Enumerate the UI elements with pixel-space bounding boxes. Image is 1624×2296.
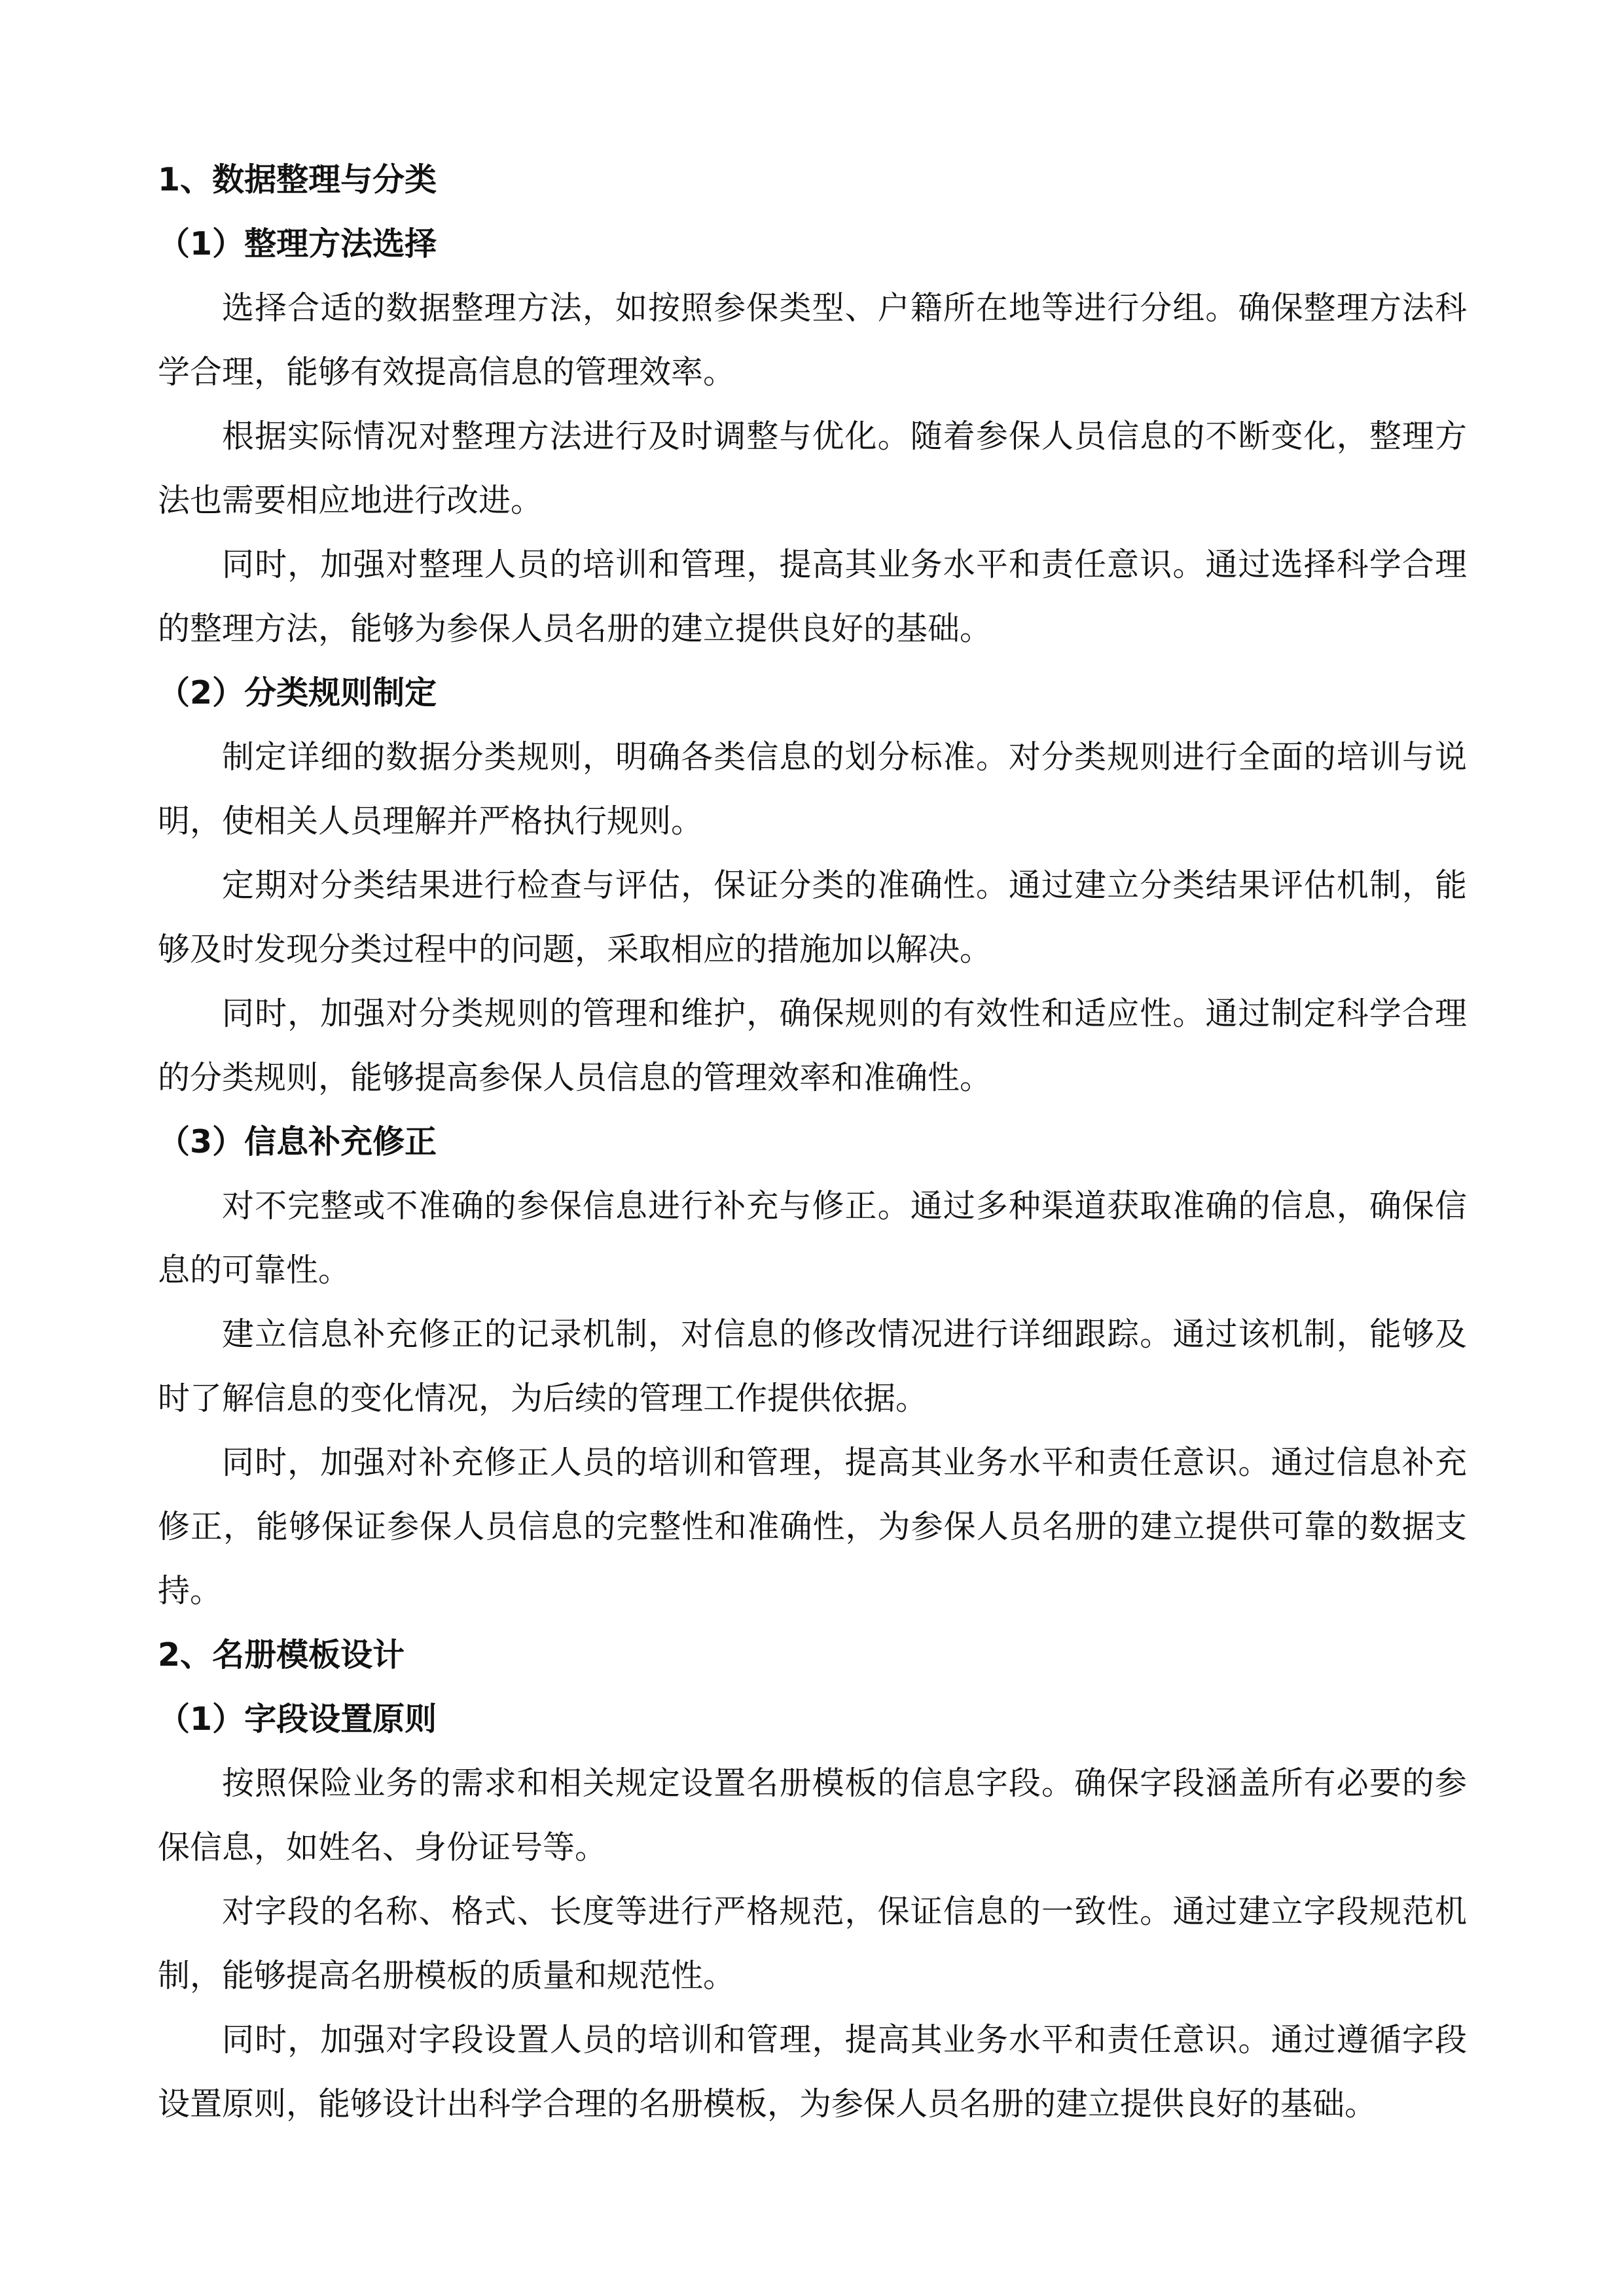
paragraph: 制定详细的数据分类规则，明确各类信息的划分标准。对分类规则进行全面的培训与说明，使相关人员理解并严格执行规则。 [158, 738, 1467, 840]
paragraph: 同时，加强对补充修正人员的培训和管理，提高其业务水平和责任意识。通过信息补充修正，能够保证参保人员信息的完整性和准确性，为参保人员名册的建立提供可靠的数据支持。 [158, 1444, 1467, 1609]
section-heading: 2、名册模板设计 [158, 1636, 405, 1674]
subsection-heading: （1）字段设置原则 [158, 1700, 437, 1738]
paragraph: 对字段的名称、格式、长度等进行严格规范，保证信息的一致性。通过建立字段规范机制，能够提高名册模板的质量和规范性。 [158, 1893, 1467, 1994]
paragraph: 建立信息补充修正的记录机制，对信息的修改情况进行详细跟踪。通过该机制，能够及时了解信息的变化情况，为后续的管理工作提供依据。 [158, 1316, 1467, 1417]
paragraph: 根据实际情况对整理方法进行及时调整与优化。随着参保人员信息的不断变化，整理方法也需要相应地进行改进。 [158, 418, 1467, 519]
paragraph: 选择合适的数据整理方法，如按照参保类型、户籍所在地等进行分组。确保整理方法科学合理，能够有效提高信息的管理效率。 [158, 289, 1467, 391]
paragraph: 同时，加强对字段设置人员的培训和管理，提高其业务水平和责任意识。通过遵循字段设置原则，能够设计出科学合理的名册模板，为参保人员名册的建立提供良好的基础。 [158, 2021, 1467, 2123]
paragraph: 同时，加强对整理人员的培训和管理，提高其业务水平和责任意识。通过选择科学合理的整理方法，能够为参保人员名册的建立提供良好的基础。 [158, 546, 1467, 647]
paragraph: 对不完整或不准确的参保信息进行补充与修正。通过多种渠道获取准确的信息，确保信息的可靠性。 [158, 1187, 1467, 1289]
paragraph: 定期对分类结果进行检查与评估，保证分类的准确性。通过建立分类结果评估机制，能够及时发现分类过程中的问题，采取相应的措施加以解决。 [158, 867, 1467, 968]
paragraph: 同时，加强对分类规则的管理和维护，确保规则的有效性和适应性。通过制定科学合理的分类规则，能够提高参保人员信息的管理效率和准确性。 [158, 995, 1467, 1096]
section-heading: 1、数据整理与分类 [158, 161, 437, 198]
subsection-heading: （2）分类规则制定 [158, 674, 437, 711]
paragraph: 按照保险业务的需求和相关规定设置名册模板的信息字段。确保字段涵盖所有必要的参保信息，如姓名、身份证号等。 [158, 1765, 1467, 1866]
document-body [158, 148, 1467, 2136]
subsection-heading: （3）信息补充修正 [158, 1123, 437, 1160]
subsection-heading: （1）整理方法选择 [158, 225, 437, 262]
